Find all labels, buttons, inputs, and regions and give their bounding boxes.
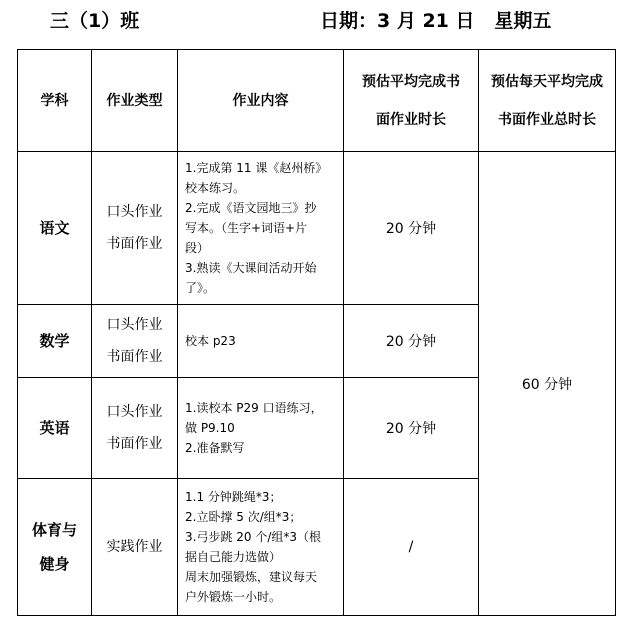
content-line: 1.完成第 11 课《赵州桥》 (185, 161, 328, 175)
header-line: 书面作业总时长 (498, 111, 596, 128)
time-cell: / (344, 479, 479, 616)
content-cell (178, 378, 344, 479)
table-header-row (18, 50, 616, 152)
date-line: 日期：3 月 21 日 星期五 (320, 10, 552, 32)
class-name: 三（1）班 (50, 10, 140, 32)
type-cell (92, 152, 178, 305)
content-line: 据自己能力选做） (185, 550, 282, 564)
content-line: 校本 p23 (185, 334, 236, 348)
type-line: 书面作业 (106, 349, 163, 365)
content-line: 周末加强锻炼，建议每天 (185, 570, 318, 584)
subject-cell (18, 378, 92, 479)
header-daily-total (479, 50, 616, 152)
content-cell (178, 152, 344, 305)
type-line: 口头作业 (106, 204, 163, 220)
type-line: 书面作业 (106, 236, 163, 252)
header-line: 作业内容 (232, 92, 289, 109)
time-cell: 20 分钟 (344, 378, 479, 479)
time-cell: 20 分钟 (344, 305, 479, 378)
header-line: 学科 (40, 92, 69, 109)
page-header (0, 6, 635, 36)
homework-table (17, 49, 616, 616)
type-cell (92, 479, 178, 616)
header-subject (18, 50, 92, 152)
header-line: 作业类型 (106, 92, 163, 109)
subject-line: 体育与 (31, 521, 77, 539)
content-cell (178, 305, 344, 378)
content-line: 写本。（生字+词语+片 (185, 221, 308, 235)
subject-cell (18, 305, 92, 378)
total-time-cell: 60 分钟 (479, 152, 616, 616)
subject-line: 健身 (39, 555, 70, 573)
type-line: 口头作业 (106, 317, 163, 333)
content-line: 做 P9.10 (185, 421, 235, 435)
content-line: 3.熟读《大课间活动开始 (185, 261, 317, 275)
subject-line: 数学 (39, 332, 70, 350)
subject-cell (18, 152, 92, 305)
subject-line: 英语 (39, 419, 70, 437)
content-line: 2.完成《语文园地三》抄 (185, 201, 317, 215)
content-line: 1.读校本 P29 口语练习， (185, 401, 323, 415)
header-estimated-time (344, 50, 479, 152)
header-type (92, 50, 178, 152)
content-line: 户外锻炼一小时。 (185, 590, 282, 604)
subject-line: 语文 (39, 219, 70, 237)
type-line: 口头作业 (106, 404, 163, 420)
content-line: 2.准备默写 (185, 441, 245, 455)
content-line: 段） (185, 241, 210, 255)
type-line: 实践作业 (106, 539, 163, 555)
time-cell: 20 分钟 (344, 152, 479, 305)
content-line: 3.弓步跳 20 个/组*3（根 (185, 530, 322, 544)
type-line: 书面作业 (106, 436, 163, 452)
content-line: 2.立卧撑 5 次/组*3； (185, 510, 302, 524)
header-content (178, 50, 344, 152)
table-row (18, 152, 616, 305)
content-line: 校本练习。 (185, 181, 246, 195)
header-line: 面作业时长 (376, 111, 446, 128)
type-cell (92, 305, 178, 378)
header-line: 预估平均完成书 (362, 73, 460, 90)
type-cell (92, 378, 178, 479)
content-cell (178, 479, 344, 616)
subject-cell (18, 479, 92, 616)
header-line: 预估每天平均完成 (491, 73, 603, 90)
content-line: 1.1 分钟跳绳*3； (185, 490, 282, 504)
content-line: 了》。 (185, 281, 216, 295)
